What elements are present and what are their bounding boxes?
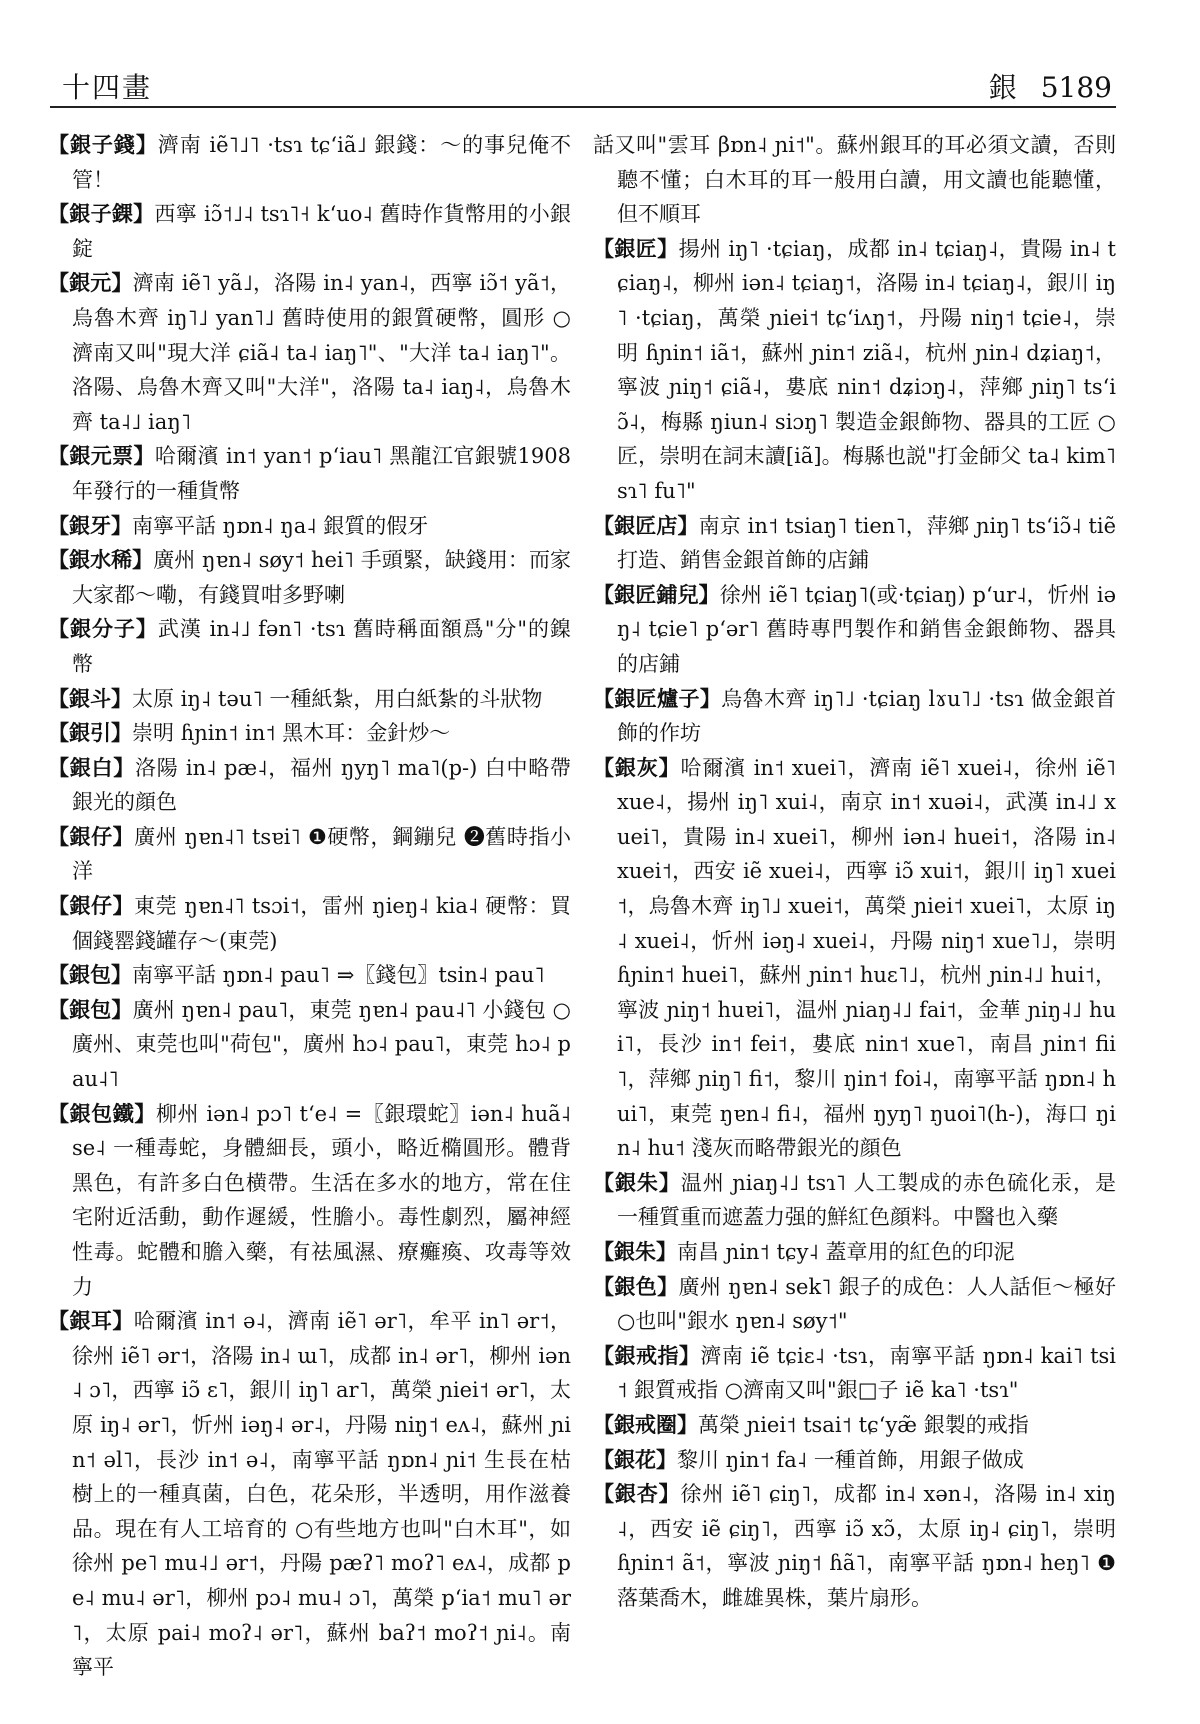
dictionary-entry bbox=[48, 958, 571, 993]
dictionary-entry bbox=[48, 716, 571, 751]
entry-definition: 廣州 ŋɐn˨ sek˥ 銀子的成色：人人話佢～極好 ○也叫"銀水 ŋɐn˨ søy˦" bbox=[617, 1274, 1116, 1334]
entry-headword: 【銀杏】 bbox=[593, 1481, 681, 1507]
entry-definition: 南寧平話 ŋɒn˨ ŋa˨ 銀質的假牙 bbox=[132, 513, 429, 538]
dictionary-entry bbox=[48, 820, 571, 889]
entry-definition: 哈爾濱 in˦ xuei˥，濟南 iẽ˥ xuei˨，徐州 iẽ˥ xue˨，揚州 iŋ˥ xui˨，南京 in˦ xuəi˨，武漢 in˨˩ xuei˥，貴陽 in˨ xuei˥，柳州 iən˨ huei˦，洛陽 in˨ xuei˦，西安 iẽ xuei˨，西寧 iɔ̃ xui˦，銀川 iŋ˥ xuei˦，烏魯木齊 iŋ˥˩ xuei˦，萬榮 ɲiei˦ xuei˥，太原 iŋ˨ xuei˨，忻州 iəŋ˨ xuei˨，丹陽 niŋ˦ xue˥˩，崇明 ɦɲin˦ huei˥，蘇州 ɲin˦ huɛ˥˩，杭州 ɲin˨˩ hui˦，寧波 ɲiŋ˦ huɐi˥，温州 ɲiaŋ˨˩ fai˦，金華 ɲiŋ˨˩ hui˥，長沙 in˦ fei˦，婁底 nin˦ xue˥，南昌 ɲin˦ fii˥，萍鄉 ɲiŋ˥ fi˦，黎川 ŋin˦ foi˨，南寧平話 ŋɒn˨ hui˥，東莞 ŋɐn˨ fi˨，福州 ŋyŋ˥ ŋuoi˥(h-)，海口 ŋin˨ hu˦ 淺灰而略帶銀光的顔色 bbox=[617, 755, 1116, 1161]
entry-headword: 【銀朱】 bbox=[593, 1169, 681, 1195]
entry-headword: 【銀仔】 bbox=[48, 823, 135, 849]
entry-headword: 【銀匠爐子】 bbox=[593, 685, 722, 711]
entry-headword: 【銀朱】 bbox=[593, 1239, 677, 1264]
dictionary-entry bbox=[593, 1166, 1116, 1235]
entry-headword: 【銀元】 bbox=[48, 270, 133, 296]
entry-definition: 西寧 iɔ̃˦˩˨ tsɿ˥˧ kʻuo˨ 舊時作貨幣用的小銀錠 bbox=[72, 202, 571, 261]
dictionary-entry bbox=[593, 1270, 1116, 1339]
entry-definition: 崇明 ɦɲin˦ in˦ 黑木耳：金針炒～ bbox=[132, 721, 451, 746]
entry-definition: 南寧平話 ŋɒn˨ pau˥ ⇒〖錢包〗tsin˨ pau˥ bbox=[132, 963, 545, 988]
entry-headword: 【銀戒指】 bbox=[593, 1342, 701, 1368]
entry-definition: 黎川 ŋin˦ fa˨ 一種首飾，用銀子做成 bbox=[677, 1447, 1024, 1472]
entry-definition: 南昌 ɲin˦ tɕy˨ 蓋章用的紅色的印泥 bbox=[677, 1240, 1015, 1264]
dictionary-entry bbox=[48, 612, 571, 681]
dictionary-entry bbox=[48, 1304, 571, 1685]
entry-definition: 烏魯木齊 iŋ˥˩ ·tɕiaŋ lɤu˥˩ ·tsɿ 做金銀首飾的作坊 bbox=[617, 686, 1116, 746]
entry-definition: 萬榮 ɲiei˦ tsai˦ tɕʻyæ̃ 銀製的戒指 bbox=[698, 1412, 1029, 1437]
entry-definition: 哈爾濱 in˦ yan˦ pʻiau˥ 黑龍江官銀號1908年發行的一種貨幣 bbox=[72, 444, 571, 503]
dictionary-entry bbox=[593, 578, 1116, 682]
right-column bbox=[593, 128, 1116, 1688]
entry-definition: 武漢 in˨˩ fən˥ ·tsɿ 舊時稱面額爲"分"的鎳幣 bbox=[72, 617, 571, 676]
dictionary-entry bbox=[593, 1339, 1116, 1408]
dictionary-entry bbox=[48, 751, 571, 820]
entry-headword: 【銀耳】 bbox=[48, 1308, 134, 1334]
entry-definition: 濟南 iẽ˥ yã˩，洛陽 in˨ yan˨，西寧 iɔ̃˦ yã˦，烏魯木齊 iŋ˥˩ yan˥˩ 舊時使用的銀質硬幣，圓形 ○濟南又叫"現大洋 ɕiã˨ ta˨ iaŋ˥"、"大洋 ta˨ iaŋ˥"。洛陽、烏魯木齊又叫"大洋"，洛陽 ta˨ iaŋ˨，烏魯木齊 ta˨˩ iaŋ˥ bbox=[72, 271, 571, 434]
entry-headword: 【銀牙】 bbox=[48, 512, 132, 538]
entry-headword: 【銀子錢】 bbox=[48, 132, 158, 157]
entry-headword: 【銀子錁】 bbox=[48, 201, 155, 227]
dictionary-entry bbox=[48, 993, 571, 1097]
entry-headword: 【銀仔】 bbox=[48, 893, 135, 919]
dictionary-entry bbox=[48, 266, 571, 439]
columns bbox=[48, 128, 1116, 1688]
entry-headword: 【銀引】 bbox=[48, 720, 132, 746]
dictionary-entry bbox=[48, 128, 571, 197]
entry-definition: 廣州 ŋɐn˨ søy˦ hei˥ 手頭緊，缺錢用：而家大家都～嘞，有錢買咁多野喇 bbox=[72, 548, 571, 607]
entry-headword: 【銀灰】 bbox=[593, 754, 681, 780]
dictionary-entry bbox=[593, 232, 1116, 509]
entry-headword: 【銀匠鋪兒】 bbox=[593, 581, 720, 607]
entry-headword: 【銀花】 bbox=[593, 1446, 677, 1472]
entry-headword: 【銀色】 bbox=[593, 1273, 679, 1299]
entry-headword: 【銀元票】 bbox=[48, 443, 155, 469]
dictionary-entry bbox=[48, 197, 571, 266]
entry-definition: 哈爾濱 in˦ ə˨，濟南 iẽ˥ ər˥，牟平 in˥ ər˦，徐州 iẽ˥ ər˦，洛陽 in˨ ɯ˥，成都 in˨ ər˥，柳州 iən˨ ɔ˥，西寧 iɔ̃ ɛ˥，銀川 iŋ˥ ar˥，萬榮 ɲiei˦ ər˥，太原 iŋ˨ ər˥，忻州 iəŋ˨ ər˨，丹陽 niŋ˦ eʌ˨，蘇州 ɲin˦ əl˥，長沙 in˦ ə˨，南寧平話 ŋɒn˨ ɲi˦ 生長在枯樹上的一種真菌，白色，花朵形，半透明，用作滋養品。現在有人工培育的 ○有些地方也叫"白木耳"，如徐州 pe˥ mu˨˩ ər˦，丹陽 pæʔ˥ moʔ˥ eʌ˨，成都 pe˨ mu˨ ər˥，柳州 pɔ˨ mu˨ ɔ˥，萬榮 pʻia˦ mu˥ ər˥，太原 pai˨ moʔ˨ ər˥，蘇州 baʔ˦ moʔ˦ ɲi˨。南寧平 bbox=[72, 1309, 571, 1680]
entry-definition: 話又叫"雲耳 βɒn˨ ɲi˦"。蘇州銀耳的耳必須文讀，否則聽不懂；白木耳的耳一般用白讀，用文讀也能聽懂，但不順耳 bbox=[593, 133, 1116, 227]
entry-headword: 【銀白】 bbox=[48, 754, 135, 780]
entry-definition: 廣州 ŋɐn˨ pau˥，東莞 ŋɐn˨ pau˨˥ 小錢包 ○廣州、東莞也叫"荷包"，廣州 hɔ˨ pau˥，東莞 hɔ˨ pau˨˥ bbox=[72, 997, 571, 1092]
entry-headword: 【銀戒圈】 bbox=[593, 1411, 698, 1437]
entry-definition: 南京 in˦ tsiaŋ˥ tien˥，萍鄉 ɲiŋ˥ tsʻiɔ̃˨ tiẽ 打造、銷售金銀首飾的店鋪 bbox=[617, 513, 1116, 573]
dictionary-entry bbox=[48, 509, 571, 544]
entry-definition: 徐州 iẽ˥ tɕiaŋ˥(或·tɕiaŋ) pʻur˨，忻州 iəŋ˨ tɕie˥ pʻər˥ 舊時專門製作和銷售金銀飾物、器具的店鋪 bbox=[617, 582, 1116, 676]
entry-headword: 【銀匠】 bbox=[593, 235, 679, 261]
page-header bbox=[50, 62, 1116, 108]
dictionary-entry bbox=[593, 682, 1116, 751]
left-column bbox=[48, 128, 571, 1688]
entry-definition: 東莞 ŋɐn˨˥ tsɔi˦，雷州 ŋieŋ˨ kia˨ 硬幣：買個錢罂錢罐存～(東莞) bbox=[72, 894, 571, 953]
dictionary-entry bbox=[593, 751, 1116, 1166]
entry-headword: 【銀斗】 bbox=[48, 685, 132, 711]
dictionary-entry bbox=[593, 1235, 1116, 1270]
dictionary-entry bbox=[593, 1408, 1116, 1443]
entry-definition: 徐州 iẽ˥ ɕiŋ˥，成都 in˨ xən˨，洛陽 in˨ xiŋ˨，西安 iẽ ɕiŋ˥，西寧 iɔ̃ xɔ̃，太原 iŋ˨ ɕiŋ˥，崇明 ɦɲin˦ ã˦，寧波 ɲiŋ˦ ɦã˥，南寧平話 ŋɒn˨ heŋ˥ ❶落葉喬木，雌雄異株，葉片扇形。 bbox=[617, 1482, 1116, 1610]
entry-headword: 【銀匠店】 bbox=[593, 512, 699, 538]
dictionary-entry bbox=[593, 128, 1116, 232]
entry-definition: 濟南 iẽ tɕiɛ˨ ·tsɿ，南寧平話 ŋɒn˨ kai˥ tsi˦ 銀質戒指 ○濟南又叫"銀□子 iẽ ka˥ ·tsɿ" bbox=[617, 1343, 1116, 1403]
entry-headword: 【銀水稀】 bbox=[48, 547, 154, 573]
entry-definition: 洛陽 in˨ pæ˨，福州 ŋyŋ˥ ma˥(p-) 白中略帶銀光的顔色 bbox=[72, 755, 571, 815]
entry-definition: 柳州 iən˨ pɔ˥ tʻe˨ =〖銀環蛇〗iən˨ huã˨ se˨ 一種毒蛇，身體細長，頭小，略近橢圓形。體背黑色，有許多白色横帶。生活在多水的地方，常在住宅附近活動，動作遲緩，性膽小。毒性劇烈，屬神經性毒。蛇體和膽入藥，有祛風濕、療癱瘓、攻毒等效力 bbox=[72, 1101, 571, 1299]
entry-headword: 【銀包鐵】 bbox=[48, 1100, 156, 1126]
entry-headword: 【銀分子】 bbox=[48, 616, 158, 642]
entry-definition: 廣州 ŋɐn˨˥ tsɐi˥ ❶硬幣，鋼鏰兒 ❷舊時指小洋 bbox=[72, 824, 571, 884]
dictionary-entry bbox=[48, 543, 571, 612]
entry-definition: 揚州 iŋ˥ ·tɕiaŋ，成都 in˨ tɕiaŋ˨，貴陽 in˨ tɕiaŋ˨，柳州 iən˨ tɕiaŋ˦，洛陽 in˨ tɕiaŋ˨，銀川 iŋ˥ ·tɕiaŋ，萬榮 ɲiei˦ tɕʻiʌŋ˦，丹陽 niŋ˦ tɕie˨，崇明 ɦɲin˦ iã˦，蘇州 ɲin˦ ziã˨，杭州 ɲin˨ dʑiaŋ˦，寧波 ɲiŋ˦ ɕiã˨，婁底 nin˦ dʑiɔŋ˨，萍鄉 ɲiŋ˥ tsʻiɔ̃˨，梅縣 ŋiun˨ siɔŋ˥ 製造金銀飾物、器具的工匠 ○匠，崇明在詞末讀[iã]。梅縣也説"打金師父 ta˨ kim˥ sɿ˥ fu˥" bbox=[617, 236, 1116, 503]
entry-definition: 温州 ɲiaŋ˨˩ tsɿ˥ 人工製成的赤色硫化汞，是一種質重而遮蓋力强的鮮紅色顔料。中醫也入藥 bbox=[617, 1170, 1116, 1230]
page-number: 5189 bbox=[1040, 71, 1112, 104]
head-character: 銀 bbox=[988, 71, 1017, 104]
dictionary-entry bbox=[48, 682, 571, 717]
dictionary-entry bbox=[593, 509, 1116, 578]
entry-headword: 【銀包】 bbox=[48, 962, 132, 988]
dictionary-entry bbox=[593, 1443, 1116, 1478]
dictionary-entry bbox=[48, 889, 571, 958]
page-locator bbox=[989, 66, 1112, 106]
dictionary-entry bbox=[593, 1477, 1116, 1615]
dictionary-entry bbox=[48, 1097, 571, 1305]
entry-definition: 濟南 iẽ˥˩˥ ·tsɿ tɕʻiã˩ 銀錢：～的事兒俺不管！ bbox=[72, 133, 571, 192]
dictionary-entry bbox=[48, 439, 571, 508]
entry-headword: 【銀包】 bbox=[48, 996, 133, 1022]
section-label: 十四畫 bbox=[62, 71, 153, 104]
entry-definition: 太原 iŋ˨ təu˥ 一種紙紮，用白紙紮的斗狀物 bbox=[132, 686, 543, 711]
